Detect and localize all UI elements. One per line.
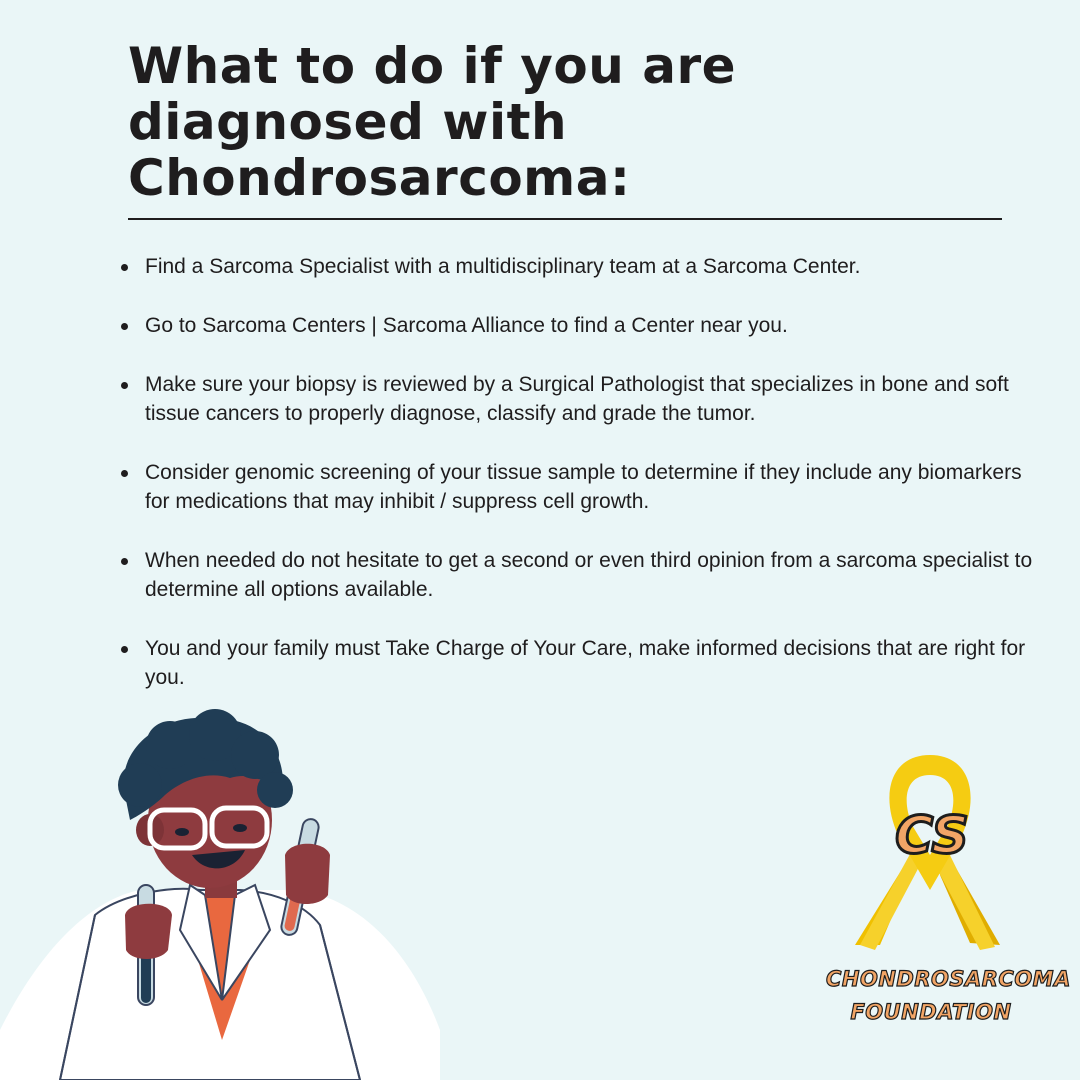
bullet-dot xyxy=(121,558,128,565)
title-line-2: diagnosed with xyxy=(128,93,568,151)
list-item-text: You and your family must Take Charge of Your Care, make informed decisions that are right for you. xyxy=(145,637,1026,689)
list-item xyxy=(118,311,1038,340)
title-divider xyxy=(128,218,1002,220)
bullet-dot xyxy=(121,382,128,389)
scientist-illustration xyxy=(0,700,460,1080)
list-item-text: Consider genomic screening of your tissue sample to determine if they include any biomarkers for medications that may inhibit / suppress cell growth. xyxy=(145,461,1022,513)
bullet-dot xyxy=(121,264,128,271)
list-item xyxy=(118,370,1038,428)
list-item xyxy=(118,458,1038,516)
bullet-dot xyxy=(121,470,128,477)
advice-list xyxy=(118,252,1038,722)
list-item-text: Make sure your biopsy is reviewed by a Surgical Pathologist that specializes in bone and soft tissue cancers to properly diagnose, classify and grade the tumor. xyxy=(145,373,1009,425)
title-line-1: What to do if you are xyxy=(128,37,737,95)
bullet-dot xyxy=(121,646,128,653)
logo-name-line-2: FOUNDATION xyxy=(850,1000,1012,1024)
logo-name-line-1: CHONDROSARCOMA xyxy=(826,967,1071,991)
page-title xyxy=(128,38,1008,206)
foundation-logo xyxy=(820,745,1071,1035)
list-item-text: Find a Sarcoma Specialist with a multidisciplinary team at a Sarcoma Center. xyxy=(145,255,861,278)
title-line-3: Chondrosarcoma: xyxy=(128,149,631,207)
list-item-text: When needed do not hesitate to get a second or even third opinion from a sarcoma specialist to determine all options available. xyxy=(145,549,1033,601)
list-item xyxy=(118,252,1038,281)
list-item xyxy=(118,546,1038,604)
logo-monogram: CS xyxy=(895,806,969,866)
bullet-dot xyxy=(121,323,128,330)
list-item-text: Go to Sarcoma Centers | Sarcoma Alliance to find a Center near you. xyxy=(145,314,788,337)
list-item xyxy=(118,634,1038,692)
